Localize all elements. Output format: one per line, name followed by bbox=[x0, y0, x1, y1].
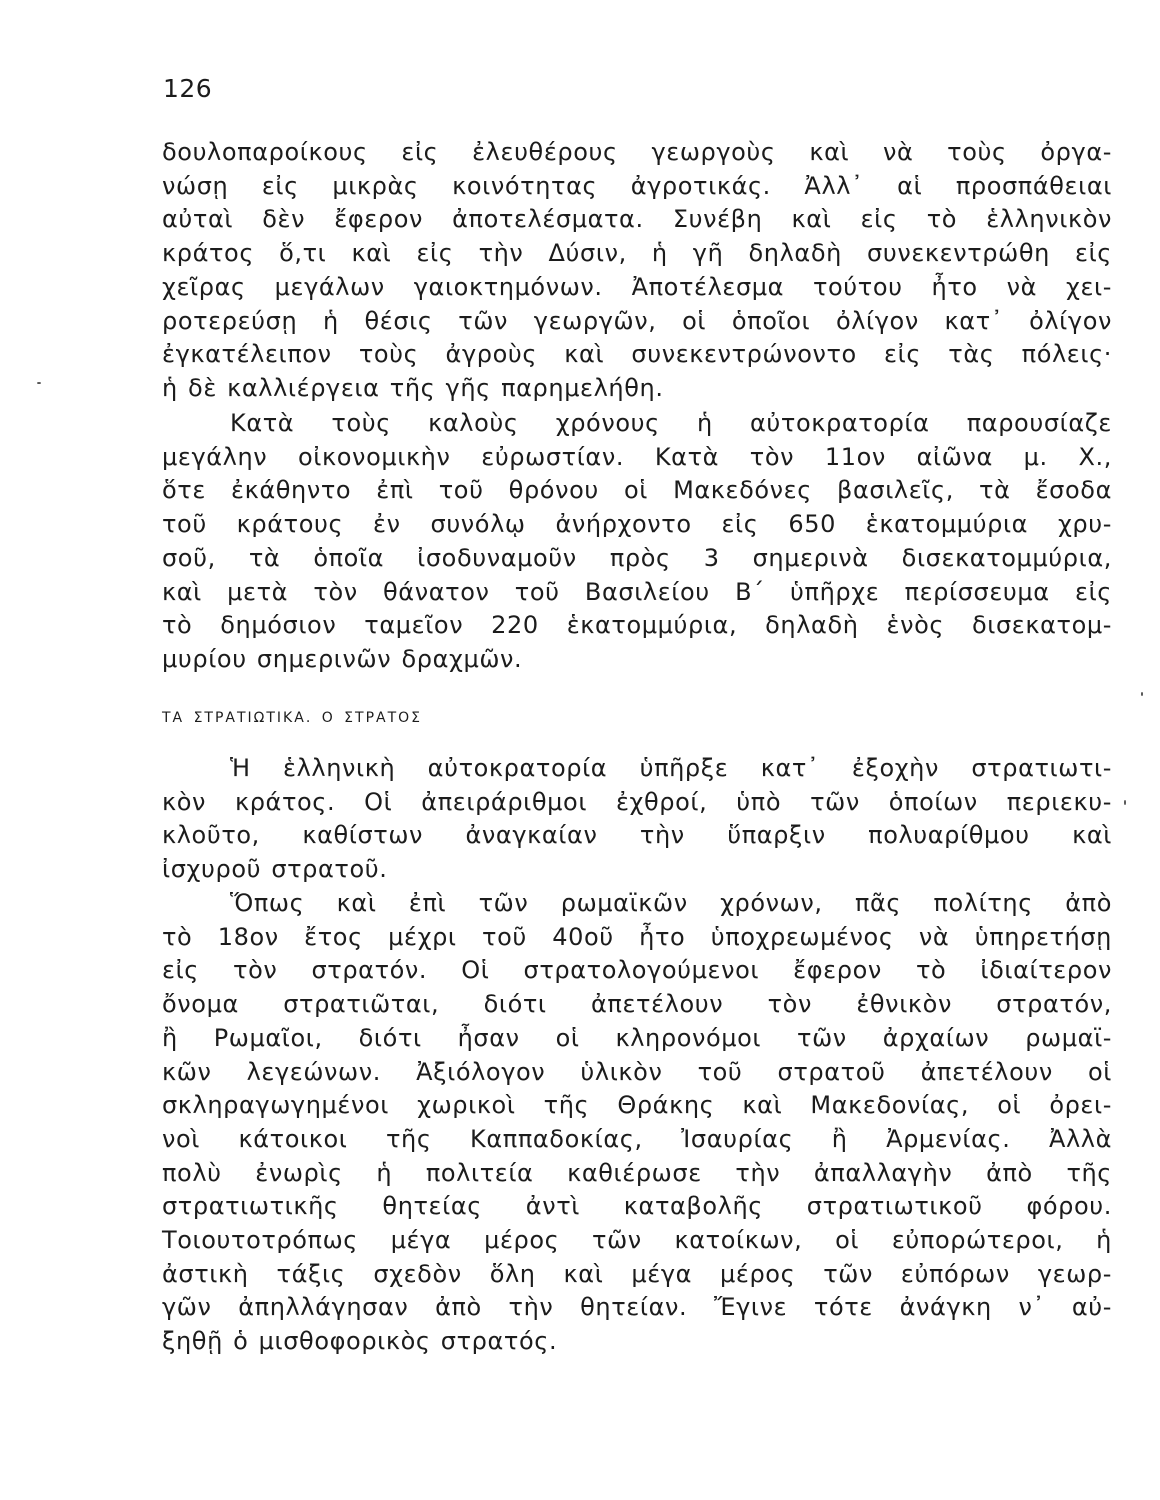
section-heading: ΤΑ ΣΤΡΑΤΙΩΤΙΚΑ. Ο ΣΤΡΑΤΟΣ bbox=[162, 710, 423, 726]
text-line: γῶν ἀπηλλάγησαν ἀπὸ τὴν θητείαν. Ἔγινε τότε ἀνάγκη ν᾽ αὐ- bbox=[162, 1293, 1112, 1322]
text-line: ὅτε ἐκάθηντο ἐπὶ τοῦ θρόνου οἱ Μακεδόνες βασιλεῖς, τὰ ἔσοδα bbox=[162, 476, 1112, 505]
text-line: Ὅπως καὶ ἐπὶ τῶν ρωμαϊκῶν χρόνων, πᾶς πολίτης ἀπὸ bbox=[230, 889, 1112, 917]
page-number: 126 bbox=[163, 74, 213, 103]
text-line: κῶν λεγεώνων. Ἀξιόλογον ὑλικὸν τοῦ στρατοῦ ἀπετέλουν οἱ bbox=[162, 1057, 1112, 1086]
text-line: καὶ μετὰ τὸν θάνατον τοῦ Βασιλείου Β΄ ὑπῆρχε περίσσευμα εἰς bbox=[162, 577, 1112, 606]
text-line: στρατιωτικῆς θητείας ἀντὶ καταβολῆς στρατιωτικοῦ φόρου. bbox=[162, 1192, 1112, 1221]
text-line: Ἡ ἑλληνικὴ αὐτοκρατορία ὑπῆρξε κατ᾽ ἐξοχὴν στρατιωτι- bbox=[230, 754, 1112, 782]
text-line: νώσῃ εἰς μικρὰς κοινότητας ἀγροτικάς. Ἀλλ᾽ αἱ προσπάθειαι bbox=[162, 171, 1112, 200]
text-line: τὸ δημόσιον ταμεῖον 220 ἑκατομμύρια, δηλαδὴ ἑνὸς δισεκατομ- bbox=[162, 611, 1112, 640]
paragraph-economy bbox=[162, 407, 1112, 677]
text-line: Τοιουτοτρόπως μέγα μέρος τῶν κατοίκων, οἱ εὐπορώτεροι, ἡ bbox=[162, 1226, 1112, 1255]
text-line: κράτος ὅ,τι καὶ εἰς τὴν Δύσιν, ἡ γῆ δηλαδὴ συνεκεντρώθη εἰς bbox=[162, 239, 1112, 268]
scan-speck bbox=[1124, 800, 1126, 805]
text-line: μεγάλην οἰκονομικὴν εὐρωστίαν. Κατὰ τὸν 11ον αἰῶνα μ. Χ., bbox=[162, 442, 1112, 471]
text-line: ἐγκατέλειπον τοὺς ἀγροὺς καὶ συνεκεντρώνοντο εἰς τὰς πόλεις· bbox=[162, 340, 1112, 369]
text-line: δουλοπαροίκους εἰς ἐλευθέρους γεωργοὺς καὶ νὰ τοὺς ὀργα- bbox=[162, 138, 1112, 166]
text-line: αὐταὶ δὲν ἔφερον ἀποτελέσματα. Συνέβη καὶ εἰς τὸ ἑλληνικὸν bbox=[162, 205, 1112, 234]
text-line: ἰσχυροῦ στρατοῦ. bbox=[162, 855, 388, 884]
text-line: πολὺ ἐνωρὶς ἡ πολιτεία καθιέρωσε τὴν ἀπαλλαγὴν ἀπὸ τῆς bbox=[162, 1158, 1112, 1187]
text-line: ἀστικὴ τάξις σχεδὸν ὅλη καὶ μέγα μέρος τῶν εὐπόρων γεωρ- bbox=[162, 1259, 1112, 1288]
text-line: κλοῦτο, καθίστων ἀναγκαίαν τὴν ὕπαρξιν πολυαρίθμου καὶ bbox=[162, 821, 1112, 850]
text-line: ὄνομα στρατιῶται, διότι ἀπετέλουν τὸν ἐθνικὸν στρατόν, bbox=[162, 990, 1112, 1019]
text-line: ξηθῇ ὁ μισθοφορικὸς στρατός. bbox=[162, 1327, 558, 1356]
text-line: κὸν κράτος. Οἱ ἀπειράριθμοι ἐχθροί, ὑπὸ τῶν ὁποίων περιεκυ- bbox=[162, 787, 1112, 816]
text-line: χεῖρας μεγάλων γαιοκτημόνων. Ἀποτέλεσμα τούτου ἦτο νὰ χει- bbox=[162, 272, 1112, 301]
text-line: τὸ 18ον ἔτος μέχρι τοῦ 40οῦ ἦτο ὑποχρεωμένος νὰ ὑπηρετήσῃ bbox=[162, 922, 1112, 951]
text-line: μυρίου σημερινῶν δραχμῶν. bbox=[162, 644, 523, 673]
text-line: ἢ Ρωμαῖοι, διότι ἦσαν οἱ κληρονόμοι τῶν ἀρχαίων ρωμαϊ- bbox=[162, 1023, 1112, 1052]
paragraph-conscription bbox=[162, 887, 1112, 1359]
text-line: Κατὰ τοὺς καλοὺς χρόνους ἡ αὐτοκρατορία παρουσίαζε bbox=[230, 409, 1112, 437]
text-line: σοῦ, τὰ ὁποῖα ἰσοδυναμοῦν πρὸς 3 σημερινὰ δισεκατομμύρια, bbox=[162, 543, 1112, 572]
text-line: εἰς τὸν στρατόν. Οἱ στρατολογούμενοι ἔφερον τὸ ἰδιαίτερον bbox=[162, 956, 1112, 985]
paragraph-military-state bbox=[162, 752, 1112, 887]
text-line: τοῦ κράτους ἐν συνόλῳ ἀνήρχοντο εἰς 650 ἑκατομμύρια χρυ- bbox=[162, 510, 1112, 539]
text-line: νοὶ κάτοικοι τῆς Καππαδοκίας, Ἰσαυρίας ἢ Ἀρμενίας. Ἀλλὰ bbox=[162, 1124, 1112, 1153]
text-line: σκληραγωγημένοι χωρικοὶ τῆς Θράκης καὶ Μακεδονίας, οἱ ὀρει- bbox=[162, 1091, 1112, 1120]
scan-speck bbox=[1141, 692, 1143, 696]
text-line: ροτερεύσῃ ἡ θέσις τῶν γεωργῶν, οἱ ὁποῖοι ὀλίγον κατ᾽ ὀλίγον bbox=[162, 306, 1112, 335]
scan-speck bbox=[37, 382, 41, 384]
paragraph-land-ownership bbox=[162, 136, 1112, 406]
text-line: ἡ δὲ καλλιέργεια τῆς γῆς παρημελήθη. bbox=[162, 373, 664, 402]
